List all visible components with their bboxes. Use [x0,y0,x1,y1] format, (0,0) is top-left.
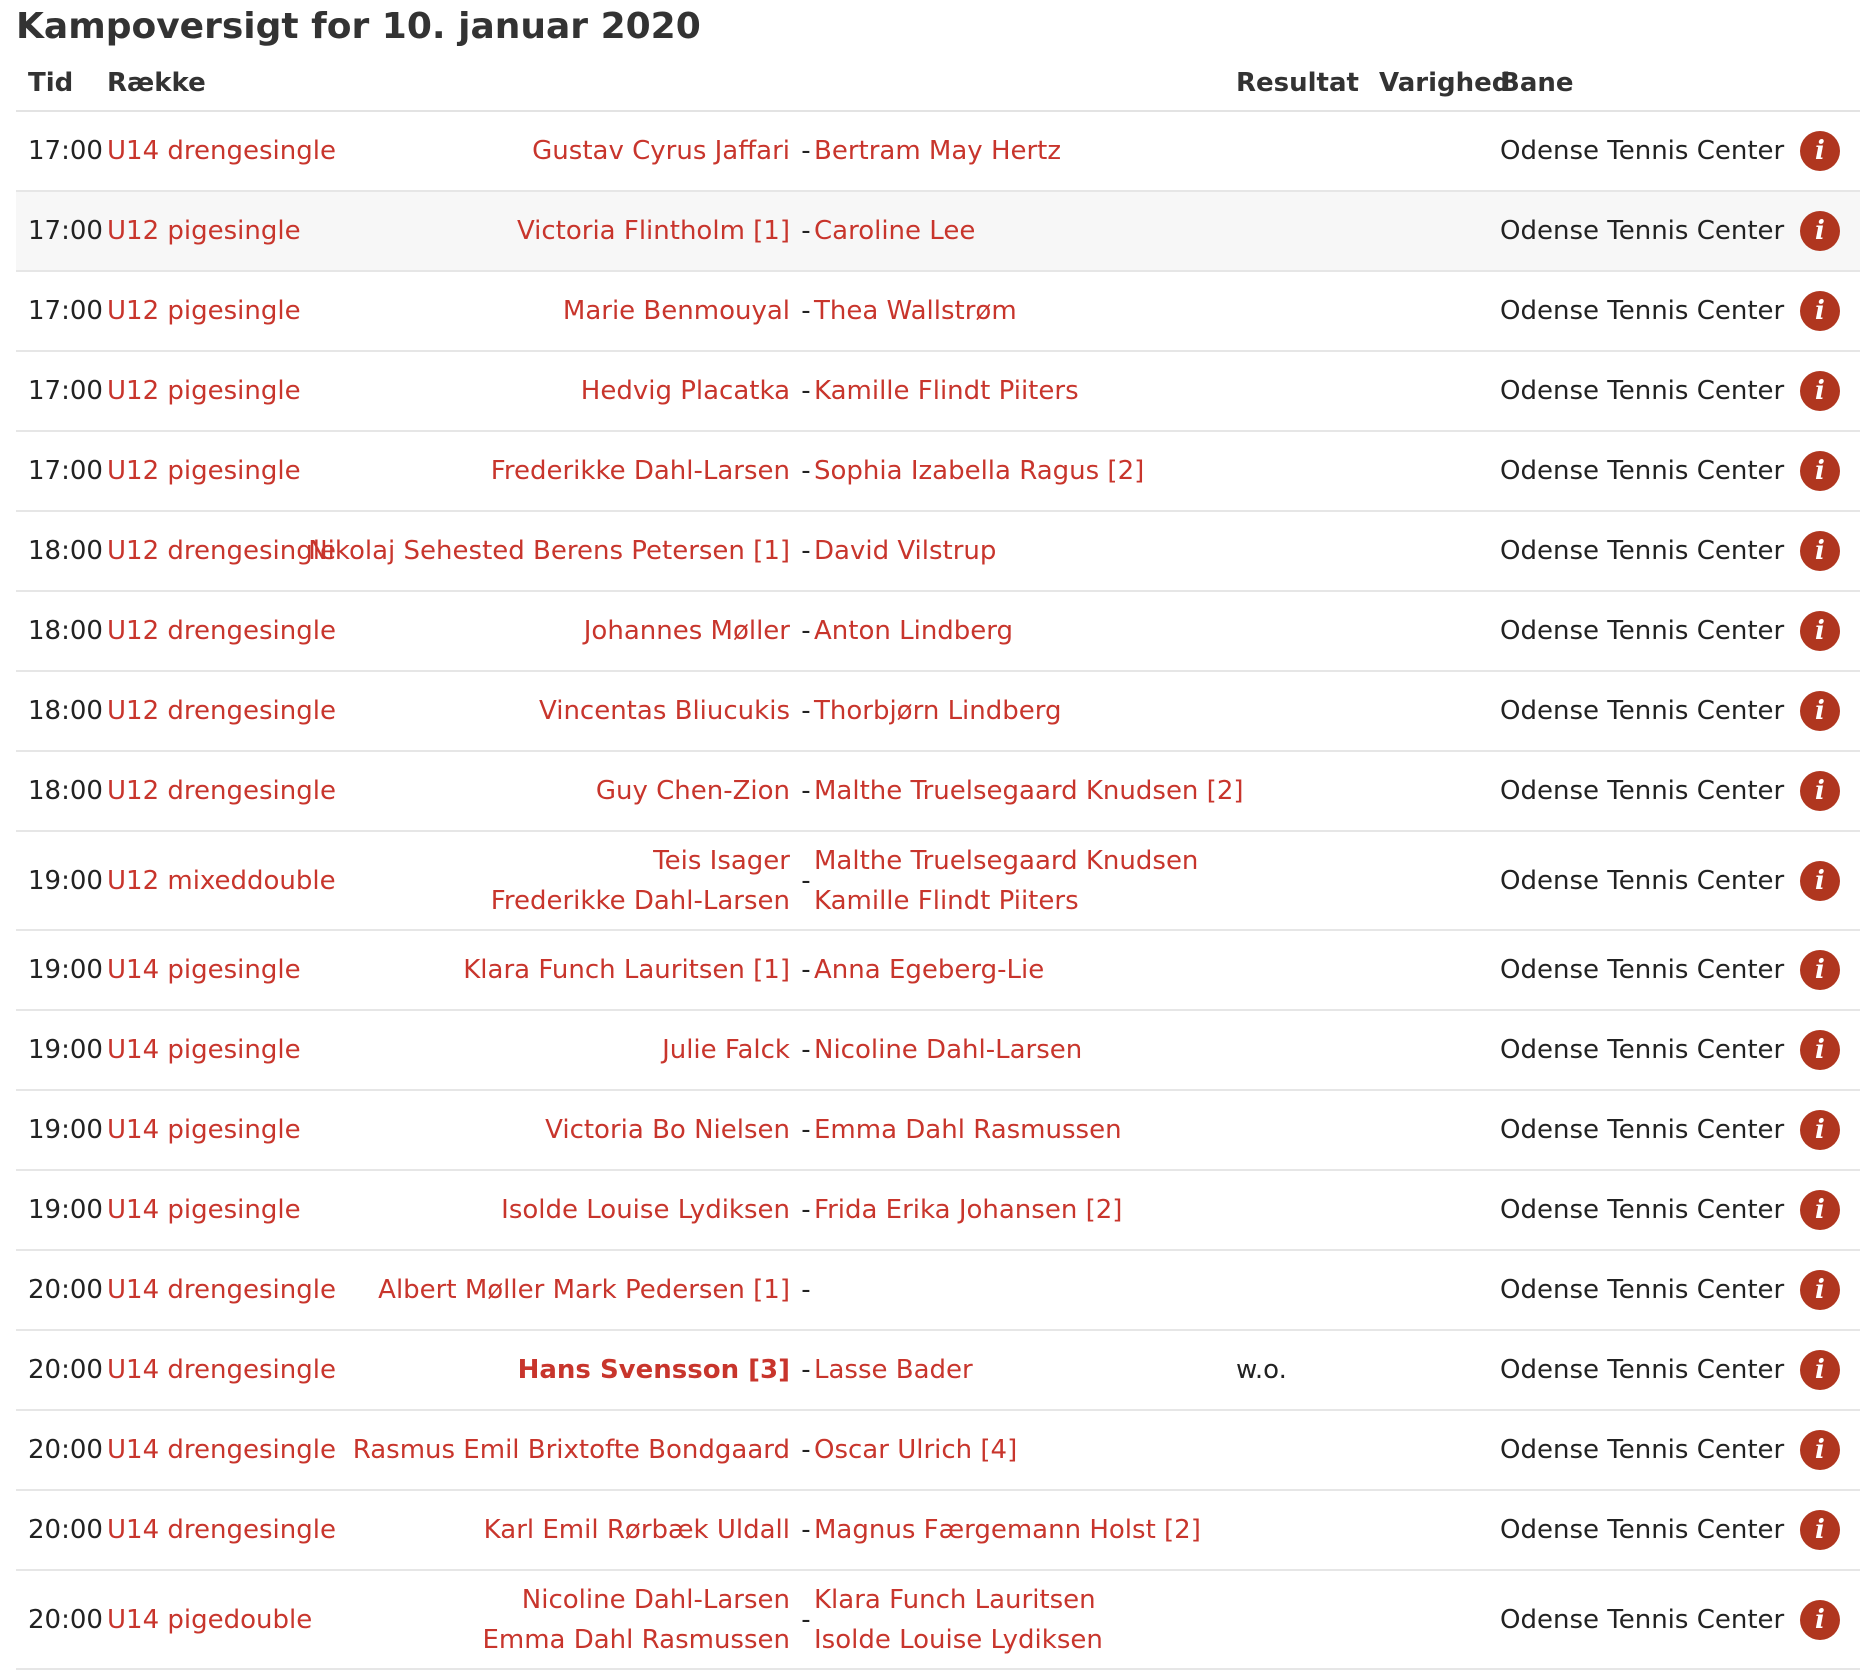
info-icon[interactable]: i [1800,611,1840,651]
team-2 [814,592,1013,670]
match-time: 20:00 [28,1515,103,1545]
team-2 [814,512,996,590]
player-link[interactable]: Nicoline Dahl-Larsen [521,1584,790,1615]
table-row [16,1571,1860,1670]
draw-link[interactable]: U14 drengesingle [107,1515,336,1545]
player-link[interactable]: Karl Emil Rørbæk Uldall [483,1515,790,1545]
team-2 [814,752,1244,830]
team-2 [814,931,1044,1009]
player-link[interactable]: Hedvig Placatka [580,376,790,406]
team-2 [814,1091,1122,1169]
table-row [16,512,1860,592]
info-icon[interactable]: i [1800,131,1840,171]
player-link[interactable]: Rasmus Emil Brixtofte Bondgaard [352,1435,790,1465]
player-link[interactable]: Magnus Færgemann Holst [2] [814,1515,1201,1545]
match-time: 18:00 [28,696,103,726]
match-court: Odense Tennis Center [1500,536,1785,566]
vs-separator: - [801,776,811,806]
draw-link[interactable]: U14 drengesingle [107,1275,336,1305]
match-court: Odense Tennis Center [1500,1275,1785,1305]
info-icon[interactable]: i [1800,1110,1840,1150]
table-row [16,1011,1860,1091]
table-row [16,1491,1860,1571]
team-2 [814,1011,1082,1089]
player-link[interactable]: Teis Isager [653,845,790,876]
match-court: Odense Tennis Center [1500,776,1785,806]
player-link[interactable]: Klara Funch Lauritsen [1] [463,955,790,985]
team-1 [286,1011,790,1089]
match-court: Odense Tennis Center [1500,955,1785,985]
vs-separator: - [801,1604,811,1635]
player-link[interactable]: Vincentas Bliucukis [539,696,790,726]
player-link[interactable]: Lasse Bader [814,1355,973,1385]
match-time: 17:00 [28,136,103,166]
team-2 [814,112,1061,190]
player-link[interactable]: Albert Møller Mark Pedersen [1] [378,1275,790,1305]
info-icon[interactable]: i [1800,1510,1840,1550]
team-1 [286,1171,790,1249]
match-court: Odense Tennis Center [1500,1355,1785,1385]
match-court: Odense Tennis Center [1500,1515,1785,1545]
match-time: 20:00 [28,1275,103,1305]
player-link[interactable]: Sophia Izabella Ragus [2] [814,456,1145,486]
match-time: 19:00 [28,1035,103,1065]
player-link[interactable]: Kamille Flindt Piiters [814,376,1079,406]
team-1 [286,1571,790,1668]
draw-link[interactable]: U12 pigesingle [107,376,301,406]
player-link[interactable]: Caroline Lee [814,216,976,246]
player-link[interactable]: Oscar Ulrich [4] [814,1435,1018,1465]
player-link[interactable]: Gustav Cyrus Jaffari [532,136,790,166]
info-icon[interactable]: i [1800,950,1840,990]
team-1 [286,832,790,929]
player-link[interactable]: Anna Egeberg-Lie [814,955,1045,985]
draw-link[interactable]: U14 pigesingle [107,1035,301,1065]
vs-separator: - [801,1195,811,1225]
vs-separator: - [801,296,811,326]
table-row [16,1411,1860,1491]
match-court: Odense Tennis Center [1500,1035,1785,1065]
info-icon[interactable]: i [1800,1030,1840,1070]
team-1 [286,272,790,350]
match-time: 18:00 [28,536,103,566]
player-link[interactable]: Emma Dahl Rasmussen [482,1624,790,1655]
match-time: 19:00 [28,1115,103,1145]
table-header [16,48,1860,112]
player-link[interactable]: Bertram May Hertz [814,136,1062,166]
draw-link[interactable]: U12 pigesingle [107,216,301,246]
info-icon[interactable]: i [1800,451,1840,491]
team-2 [814,1491,1201,1569]
table-row [16,432,1860,512]
header-time: Tid [28,68,74,98]
draw-link[interactable]: U12 drengesingle [107,616,336,646]
match-court: Odense Tennis Center [1500,456,1785,486]
table-row [16,592,1860,672]
table-row [16,1091,1860,1171]
table-body [16,112,1860,1670]
match-time: 20:00 [28,1355,103,1385]
info-icon[interactable]: i [1800,211,1840,251]
player-link[interactable]: Nicoline Dahl-Larsen [814,1035,1083,1065]
player-link[interactable]: Nikolaj Sehested Berens Petersen [1] [308,536,790,566]
info-icon[interactable]: i [1800,1350,1840,1390]
vs-separator: - [801,1115,811,1145]
match-time: 17:00 [28,296,103,326]
draw-link[interactable]: U12 pigesingle [107,456,301,486]
table-row [16,1331,1860,1411]
player-link[interactable]: Frederikke Dahl-Larsen [490,456,790,486]
vs-separator: - [801,1515,811,1545]
team-1 [286,112,790,190]
vs-separator: - [801,1355,811,1385]
team-1 [286,1251,790,1329]
player-link[interactable]: Malthe Truelsegaard Knudsen [814,845,1199,876]
match-time: 18:00 [28,776,103,806]
match-court: Odense Tennis Center [1500,696,1785,726]
table-row [16,1171,1860,1251]
team-1 [286,1491,790,1569]
team-2 [814,272,1017,350]
vs-separator: - [801,216,811,246]
table-row [16,752,1860,832]
info-icon[interactable]: i [1800,771,1840,811]
team-1 [286,931,790,1009]
vs-separator: - [801,1275,811,1305]
table-row [16,672,1860,752]
player-link[interactable]: Isolde Louise Lydiksen [814,1624,1103,1655]
player-link[interactable]: Thea Wallstrøm [814,296,1017,326]
draw-link[interactable]: U12 drengesingle [107,776,336,806]
team-1 [286,192,790,270]
player-link[interactable]: David Vilstrup [814,536,997,566]
header-court: Bane [1500,68,1574,98]
team-1 [286,752,790,830]
table-row [16,352,1860,432]
team-2 [814,1571,1103,1668]
match-court: Odense Tennis Center [1500,1195,1785,1225]
header-draw: Række [107,68,206,98]
team-1 [286,1331,790,1409]
info-icon[interactable]: i [1800,1190,1840,1230]
team-1 [286,352,790,430]
team-2 [814,832,1198,929]
team-2 [814,432,1144,510]
match-time: 18:00 [28,616,103,646]
player-link[interactable]: Victoria Bo Nielsen [545,1115,790,1145]
table-row [16,1251,1860,1331]
player-link[interactable]: Johannes Møller [583,616,790,646]
match-court: Odense Tennis Center [1500,296,1785,326]
table-row [16,192,1860,272]
draw-link[interactable]: U14 drengesingle [107,1355,336,1385]
vs-separator: - [801,616,811,646]
player-link[interactable]: Kamille Flindt Piiters [814,885,1079,916]
vs-separator: - [801,865,811,896]
info-icon[interactable]: i [1800,1270,1840,1310]
match-court: Odense Tennis Center [1500,136,1785,166]
table-row [16,272,1860,352]
draw-link[interactable]: U12 drengesingle [107,696,336,726]
match-time: 17:00 [28,456,103,486]
vs-separator: - [801,1435,811,1465]
draw-link[interactable]: U14 pigedouble [107,1604,313,1635]
draw-link[interactable]: U14 pigesingle [107,1195,301,1225]
player-link[interactable]: Marie Benmouyal [562,296,790,326]
player-link[interactable]: Julie Falck [662,1035,790,1065]
match-time: 19:00 [28,955,103,985]
table-row [16,931,1860,1011]
player-link[interactable]: Victoria Flintholm [1] [516,216,790,246]
match-court: Odense Tennis Center [1500,1604,1785,1635]
draw-link[interactable]: U14 drengesingle [107,136,336,166]
matches-table [16,48,1860,1670]
match-court: Odense Tennis Center [1500,216,1785,246]
draw-link[interactable]: U14 pigesingle [107,1115,301,1145]
player-link[interactable]: Klara Funch Lauritsen [814,1584,1096,1615]
match-time: 17:00 [28,216,103,246]
team-1 [286,1411,790,1489]
info-icon[interactable]: i [1800,531,1840,571]
match-court: Odense Tennis Center [1500,376,1785,406]
vs-separator: - [801,376,811,406]
player-link[interactable]: Frederikke Dahl-Larsen [490,885,790,916]
match-time: 20:00 [28,1435,103,1465]
match-court: Odense Tennis Center [1500,616,1785,646]
info-icon[interactable]: i [1800,861,1840,901]
team-2 [814,1171,1122,1249]
info-icon[interactable]: i [1800,1430,1840,1470]
team-1 [286,432,790,510]
player-link[interactable]: Frida Erika Johansen [2] [814,1195,1123,1225]
match-time: 19:00 [28,1195,103,1225]
match-time: 19:00 [28,865,103,896]
draw-link[interactable]: U12 drengesingle [107,536,336,566]
match-court: Odense Tennis Center [1500,1115,1785,1145]
match-time: 17:00 [28,376,103,406]
match-court: Odense Tennis Center [1500,865,1785,896]
team-2 [814,352,1079,430]
team-2 [814,1331,973,1409]
player-link[interactable]: Isolde Louise Lydiksen [501,1195,790,1225]
vs-separator: - [801,955,811,985]
team-2 [814,192,975,270]
player-link[interactable]: Anton Lindberg [814,616,1014,646]
header-duration: Varighed [1379,68,1511,98]
player-link[interactable]: Guy Chen-Zion [595,776,790,806]
info-icon[interactable]: i [1800,371,1840,411]
vs-separator: - [801,456,811,486]
team-1 [286,1091,790,1169]
team-2 [814,1411,1017,1489]
match-result: w.o. [1236,1355,1287,1385]
team-2 [814,672,1062,750]
vs-separator: - [801,536,811,566]
table-row [16,112,1860,192]
player-link[interactable]: Emma Dahl Rasmussen [814,1115,1122,1145]
match-time: 20:00 [28,1604,103,1635]
draw-link[interactable]: U12 pigesingle [107,296,301,326]
team-1 [286,512,790,590]
vs-separator: - [801,696,811,726]
info-icon[interactable]: i [1800,691,1840,731]
player-link[interactable]: Malthe Truelsegaard Knudsen [2] [814,776,1244,806]
match-court: Odense Tennis Center [1500,1435,1785,1465]
team-1 [286,672,790,750]
info-icon[interactable]: i [1800,291,1840,331]
draw-link[interactable]: U14 drengesingle [107,1435,336,1465]
team-1 [286,592,790,670]
player-link[interactable]: Thorbjørn Lindberg [814,696,1062,726]
header-result: Resultat [1236,68,1359,98]
vs-separator: - [801,1035,811,1065]
draw-link[interactable]: U12 mixeddouble [107,865,336,896]
page-title: Kampoversigt for 10. januar 2020 [16,6,701,47]
draw-link[interactable]: U14 pigesingle [107,955,301,985]
table-row [16,832,1860,931]
info-icon[interactable]: i [1800,1600,1840,1640]
vs-separator: - [801,136,811,166]
player-link[interactable]: Hans Svensson [3] [517,1355,790,1385]
